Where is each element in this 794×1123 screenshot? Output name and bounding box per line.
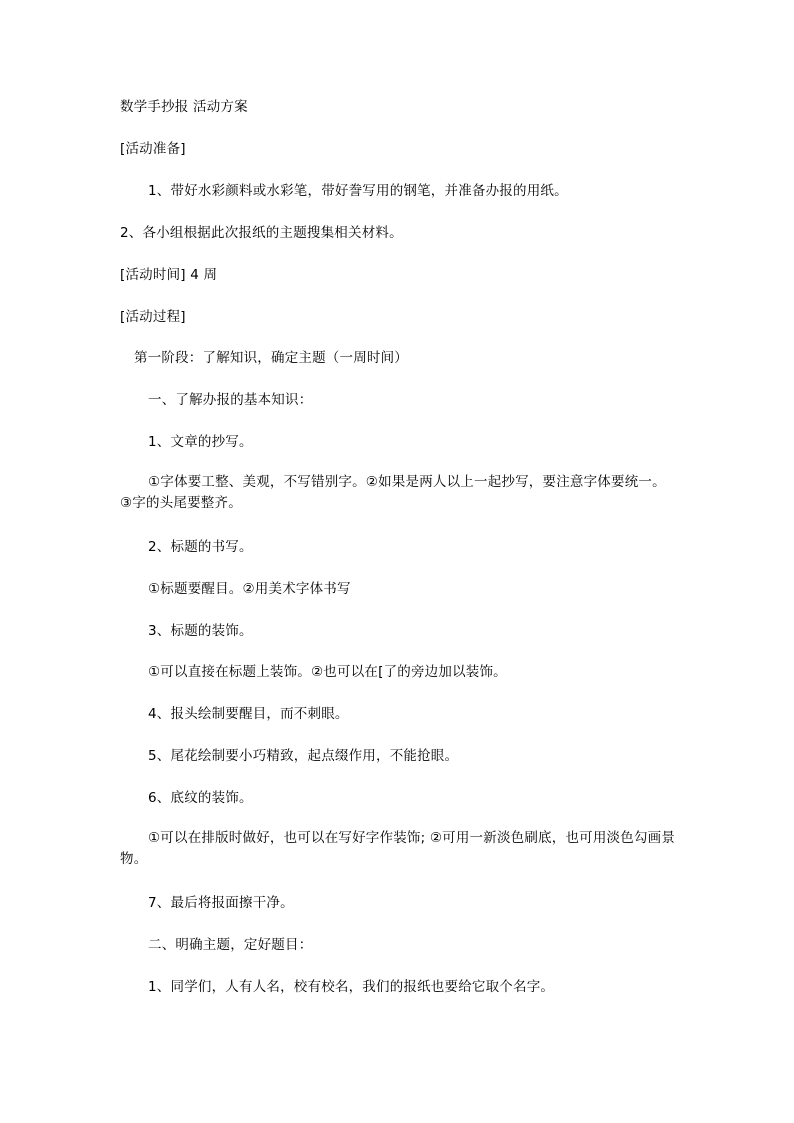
list-item: 3、标题的装饰。	[148, 623, 253, 639]
list-item: 2、标题的书写。	[148, 539, 253, 555]
paragraph: ①可以直接在标题上装饰。②也可以在[了的旁边加以装饰。	[148, 664, 507, 680]
section-heading-process: [活动过程]	[120, 309, 186, 325]
document-title: 数学手抄报 活动方案	[120, 99, 248, 115]
subsection-heading: 一、了解办报的基本知识：	[148, 392, 313, 408]
list-item: 7、最后将报面擦干净。	[148, 895, 294, 911]
list-item: 1、文章的抄写。	[148, 434, 253, 450]
paragraph: 1、带好水彩颜料或水彩笔，带好誊写用的钢笔，并准备办报的用纸。	[148, 183, 568, 199]
paragraph: ①字体要工整、美观，不写错别字。②如果是两人以上一起抄写，要注意字体要统一。③字的头尾要整齐。	[120, 474, 666, 511]
paragraph: 2、各小组根据此次报纸的主题搜集相关材料。	[120, 225, 403, 241]
list-item: 4、报头绘制要醒目，而不刺眼。	[148, 706, 349, 722]
list-item: 6、底纹的装饰。	[148, 790, 253, 806]
stage-heading: 第一阶段：了解知识，确定主题（一周时间）	[134, 350, 408, 366]
subsection-heading: 二、明确主题，定好题目：	[148, 937, 313, 953]
list-item: 1、同学们，人有人名，校有校名，我们的报纸也要给它取个名字。	[148, 979, 555, 995]
paragraph: ①可以在排版时做好，也可以在写好字作装饰; ②可用一新淡色刷底，也可用淡色勾画景物。	[120, 830, 676, 867]
list-item: 5、尾花绘制要小巧精致，起点缀作用，不能抢眼。	[148, 748, 459, 764]
paragraph: ①标题要醒目。②用美术字体书写	[148, 581, 351, 597]
section-heading-preparation: [活动准备]	[120, 141, 186, 157]
section-heading-time: [活动时间] 4 周	[120, 267, 218, 283]
